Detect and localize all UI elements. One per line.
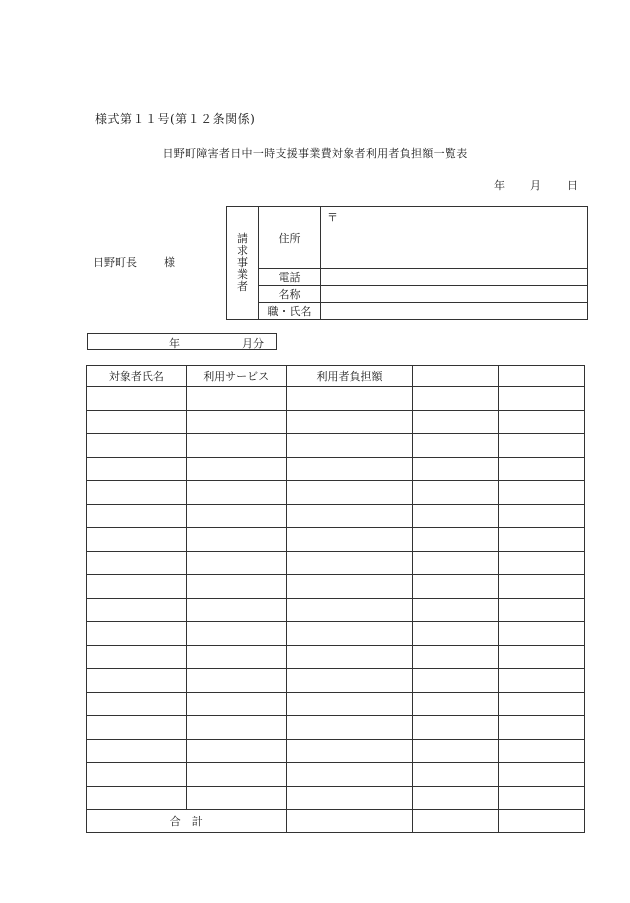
service-cell[interactable] bbox=[186, 786, 286, 810]
company-name-field[interactable] bbox=[321, 286, 588, 303]
charge-cell[interactable] bbox=[286, 551, 413, 575]
addressee-name: 日野町長 bbox=[93, 256, 137, 269]
extra-cell-1[interactable] bbox=[413, 457, 499, 481]
charge-cell[interactable] bbox=[286, 434, 413, 458]
claimant-table bbox=[226, 206, 588, 320]
extra-cell-2[interactable] bbox=[499, 504, 585, 528]
table-row bbox=[87, 504, 585, 528]
user-name-cell[interactable] bbox=[87, 387, 187, 411]
table-row bbox=[87, 575, 585, 599]
extra-cell-2[interactable] bbox=[499, 763, 585, 787]
extra-cell-2[interactable] bbox=[499, 575, 585, 599]
header-blank-1 bbox=[413, 366, 499, 387]
service-cell[interactable] bbox=[186, 622, 286, 646]
total-extra-cell-2[interactable] bbox=[499, 810, 585, 833]
extra-cell-1[interactable] bbox=[413, 551, 499, 575]
user-name-cell[interactable] bbox=[87, 692, 187, 716]
service-cell[interactable] bbox=[186, 504, 286, 528]
total-label: 合 計 bbox=[87, 810, 287, 833]
table-row bbox=[87, 410, 585, 434]
extra-cell-1[interactable] bbox=[413, 528, 499, 552]
user-name-cell[interactable] bbox=[87, 763, 187, 787]
address-field[interactable]: 〒 bbox=[321, 207, 588, 269]
header-service: 利用サービス bbox=[186, 366, 286, 387]
period-month: 月分 bbox=[242, 337, 264, 350]
extra-cell-1[interactable] bbox=[413, 387, 499, 411]
extra-cell-2[interactable] bbox=[499, 622, 585, 646]
extra-cell-1[interactable] bbox=[413, 763, 499, 787]
date-year: 年 bbox=[494, 179, 505, 192]
user-name-cell[interactable] bbox=[87, 481, 187, 505]
extra-cell-1[interactable] bbox=[413, 481, 499, 505]
charge-cell[interactable] bbox=[286, 598, 413, 622]
charge-cell[interactable] bbox=[286, 622, 413, 646]
user-charge-table bbox=[86, 365, 585, 833]
charge-cell[interactable] bbox=[286, 481, 413, 505]
extra-cell-1[interactable] bbox=[413, 739, 499, 763]
service-cell[interactable] bbox=[186, 528, 286, 552]
user-name-cell[interactable] bbox=[87, 669, 187, 693]
user-name-cell[interactable] bbox=[87, 645, 187, 669]
service-cell[interactable] bbox=[186, 739, 286, 763]
extra-cell-1[interactable] bbox=[413, 692, 499, 716]
service-cell[interactable] bbox=[186, 575, 286, 599]
phone-field[interactable] bbox=[321, 269, 588, 286]
service-cell[interactable] bbox=[186, 669, 286, 693]
charge-cell[interactable] bbox=[286, 387, 413, 411]
total-extra-cell-1[interactable] bbox=[413, 810, 499, 833]
extra-cell-1[interactable] bbox=[413, 669, 499, 693]
header-user-name: 対象者氏名 bbox=[87, 366, 187, 387]
user-name-cell[interactable] bbox=[87, 716, 187, 740]
table-row bbox=[87, 692, 585, 716]
charge-cell[interactable] bbox=[286, 786, 413, 810]
charge-cell[interactable] bbox=[286, 763, 413, 787]
extra-cell-2[interactable] bbox=[499, 692, 585, 716]
extra-cell-2[interactable] bbox=[499, 528, 585, 552]
extra-cell-2[interactable] bbox=[499, 645, 585, 669]
address-label: 住所 bbox=[259, 207, 321, 269]
table-row bbox=[87, 786, 585, 810]
addressee-honorific: 様 bbox=[164, 256, 175, 269]
extra-cell-2[interactable] bbox=[499, 669, 585, 693]
user-name-cell[interactable] bbox=[87, 410, 187, 434]
extra-cell-2[interactable] bbox=[499, 481, 585, 505]
extra-cell-1[interactable] bbox=[413, 575, 499, 599]
table-row bbox=[87, 716, 585, 740]
extra-cell-1[interactable] bbox=[413, 622, 499, 646]
total-row bbox=[87, 810, 585, 833]
charge-cell[interactable] bbox=[286, 692, 413, 716]
user-name-cell[interactable] bbox=[87, 528, 187, 552]
position-name-label: 職・氏名 bbox=[259, 303, 321, 320]
extra-cell-2[interactable] bbox=[499, 598, 585, 622]
service-cell[interactable] bbox=[186, 481, 286, 505]
user-name-cell[interactable] bbox=[87, 786, 187, 810]
claimant-group-label: 請求事業者 bbox=[227, 207, 259, 320]
service-cell[interactable] bbox=[186, 716, 286, 740]
service-cell[interactable] bbox=[186, 387, 286, 411]
extra-cell-1[interactable] bbox=[413, 645, 499, 669]
charge-cell[interactable] bbox=[286, 575, 413, 599]
user-name-cell[interactable] bbox=[87, 598, 187, 622]
extra-cell-2[interactable] bbox=[499, 716, 585, 740]
total-charge-cell[interactable] bbox=[286, 810, 413, 833]
form-number: 様式第１１号(第１２条関係) bbox=[95, 112, 256, 126]
table-row bbox=[87, 645, 585, 669]
header-charge: 利用者負担額 bbox=[286, 366, 413, 387]
company-name-label: 名称 bbox=[259, 286, 321, 303]
service-cell[interactable] bbox=[186, 763, 286, 787]
date-month: 月 bbox=[530, 179, 541, 192]
extra-cell-1[interactable] bbox=[413, 504, 499, 528]
service-cell[interactable] bbox=[186, 457, 286, 481]
date-day: 日 bbox=[567, 179, 578, 192]
table-row bbox=[87, 551, 585, 575]
phone-label: 電話 bbox=[259, 269, 321, 286]
charge-cell[interactable] bbox=[286, 739, 413, 763]
charge-cell[interactable] bbox=[286, 410, 413, 434]
user-name-cell[interactable] bbox=[87, 575, 187, 599]
billing-period-box[interactable] bbox=[87, 333, 277, 350]
user-name-cell[interactable] bbox=[87, 551, 187, 575]
charge-cell[interactable] bbox=[286, 457, 413, 481]
extra-cell-1[interactable] bbox=[413, 716, 499, 740]
charge-cell[interactable] bbox=[286, 528, 413, 552]
service-cell[interactable] bbox=[186, 434, 286, 458]
position-name-field[interactable] bbox=[321, 303, 588, 320]
table-row bbox=[87, 481, 585, 505]
service-cell[interactable] bbox=[186, 551, 286, 575]
extra-cell-2[interactable] bbox=[499, 434, 585, 458]
service-cell[interactable] bbox=[186, 598, 286, 622]
service-cell[interactable] bbox=[186, 645, 286, 669]
charge-cell[interactable] bbox=[286, 716, 413, 740]
extra-cell-2[interactable] bbox=[499, 457, 585, 481]
service-cell[interactable] bbox=[186, 410, 286, 434]
extra-cell-2[interactable] bbox=[499, 786, 585, 810]
table-row bbox=[87, 763, 585, 787]
charge-cell[interactable] bbox=[286, 504, 413, 528]
header-blank-2 bbox=[499, 366, 585, 387]
user-name-cell[interactable] bbox=[87, 457, 187, 481]
table-row bbox=[87, 528, 585, 552]
extra-cell-1[interactable] bbox=[413, 434, 499, 458]
user-name-cell[interactable] bbox=[87, 434, 187, 458]
charge-cell[interactable] bbox=[286, 645, 413, 669]
extra-cell-2[interactable] bbox=[499, 739, 585, 763]
service-cell[interactable] bbox=[186, 692, 286, 716]
extra-cell-2[interactable] bbox=[499, 551, 585, 575]
table-row bbox=[87, 739, 585, 763]
extra-cell-2[interactable] bbox=[499, 387, 585, 411]
user-name-cell[interactable] bbox=[87, 504, 187, 528]
extra-cell-1[interactable] bbox=[413, 598, 499, 622]
document-title: 日野町障害者日中一時支援事業費対象者利用者負担額一覧表 bbox=[162, 147, 468, 160]
table-row bbox=[87, 387, 585, 411]
table-row bbox=[87, 598, 585, 622]
period-year: 年 bbox=[169, 337, 180, 350]
table-row bbox=[87, 622, 585, 646]
table-row bbox=[87, 457, 585, 481]
addressee bbox=[93, 254, 175, 270]
table-row bbox=[87, 434, 585, 458]
charge-cell[interactable] bbox=[286, 669, 413, 693]
user-name-cell[interactable] bbox=[87, 739, 187, 763]
extra-cell-2[interactable] bbox=[499, 410, 585, 434]
user-name-cell[interactable] bbox=[87, 622, 187, 646]
extra-cell-1[interactable] bbox=[413, 786, 499, 810]
table-row bbox=[87, 669, 585, 693]
extra-cell-1[interactable] bbox=[413, 410, 499, 434]
